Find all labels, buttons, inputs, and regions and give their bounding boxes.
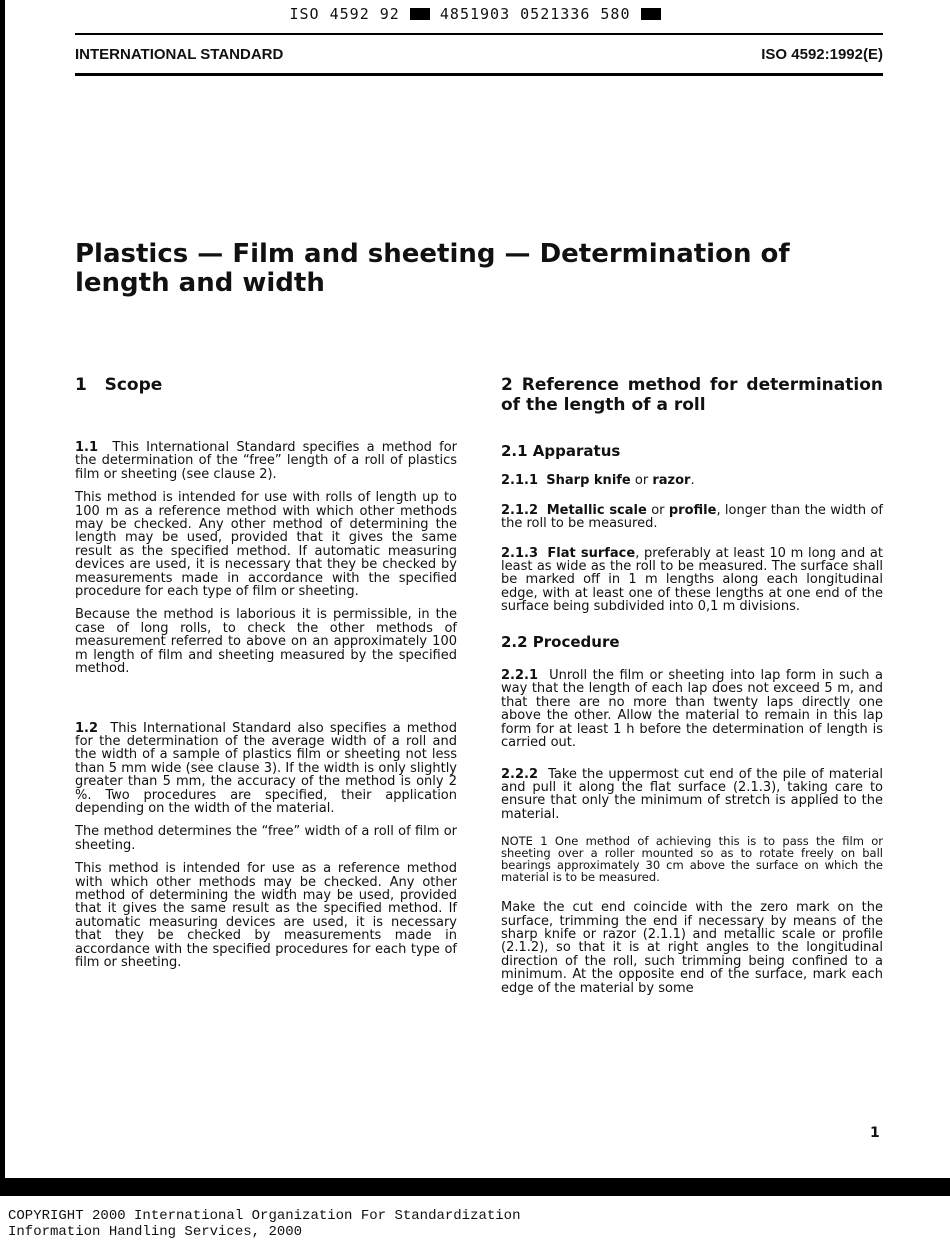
header-rule-top: [75, 33, 883, 35]
term: razor: [652, 473, 691, 489]
item-text: , preferably at least 10 m long and at least as wide as the roll to be measured. The surface shall be marked off in 1 m lengths along each longitudinal edge, with at least one of these lengths at one end of the surface being subdivided into 0,1 m divisions.: [501, 545, 883, 615]
top-code-left: ISO 4592 92: [289, 5, 400, 23]
para-2-2-2b: Make the cut end coincide with the zero mark on the surface, trimming the end if necessary by means of the sharp knife or razor (2.1.1) and metallic scale or profile (2.1.2), so that it is at right angles to the longitudinal direction of the roll, such trimming being confined to a minimum. At the opposite end of the surface, mark each edge of the material by some: [501, 900, 883, 996]
scope-number: 1: [75, 375, 87, 395]
scan-edge-left: [0, 0, 5, 1196]
para-1-1b: This method is intended for use with rolls of length up to 100 m as a reference method with which other methods may be checked. Any other method of determining the length may be used, provided that it gives the same result as the specified method. If automatic measuring devices are used, it is necessary that they be checked by measurements made in accordance with the specified procedure for each type of film or sheeting.: [75, 490, 457, 600]
item-2-1-1: [501, 474, 883, 487]
title-line-1: Plastics — Film and sheeting — Determination of: [75, 239, 790, 269]
left-column: [75, 375, 457, 979]
term: Flat surface: [547, 545, 636, 561]
para-text: This International Standard specifies a method for the determination of the “free” length of a roll of plastics film or sheeting (see clause 2).: [75, 440, 457, 482]
clause-number: 1.2: [75, 720, 99, 736]
right-column: [501, 375, 883, 1005]
para-2-2-2: [501, 768, 883, 822]
header: [75, 46, 883, 63]
punct: .: [690, 473, 695, 489]
clause-number: 2.2.1: [501, 668, 539, 684]
bar-block: [641, 8, 661, 20]
procedure-heading: 2.2 Procedure: [501, 632, 620, 651]
clause-number: 2.1.1: [501, 473, 539, 489]
top-code-right: 4851903 0521336 580: [439, 5, 631, 23]
scope-title: Scope: [104, 375, 163, 395]
term: Sharp knife: [546, 473, 631, 489]
conjunction: or: [651, 502, 665, 518]
page-number: 1: [870, 1125, 880, 1141]
header-left: INTERNATIONAL STANDARD: [75, 46, 284, 63]
page-title: [75, 240, 835, 298]
item-2-1-2: [501, 504, 883, 531]
para-text: Take the uppermost cut end of the pile of material and pull it along the flat surface (2.1.3), taking care to ensure that only the minimum of stretch is applied to the material.: [501, 766, 884, 822]
item-2-1-3: [501, 547, 883, 614]
para-1-2b: The method determines the “free” width of a roll of film or sheeting.: [75, 824, 457, 853]
para-1-2c: This method is intended for use as a reference method with which other methods may be checked. Any other method of determining the width may be used, provided that it gives the same result as the specified method. If automatic measuring devices are used, it is necessary that they be checked by measurements made in accordance with the specified procedures for each type of film or sheeting.: [75, 861, 457, 970]
scope-heading: [75, 375, 457, 395]
para-1-2: [75, 722, 457, 816]
clause-number: 2.2.2: [501, 766, 539, 782]
copyright-footer: [8, 1208, 520, 1240]
para-1-1c: Because the method is laborious it is permissible, in the case of long rolls, to check the other methods of measurement referred to above on an approximately 100 m length of film and sheeting measured by the specified method.: [75, 607, 457, 677]
para-text: Unroll the film or sheeting into lap form in such a way that the length of each lap does not exceed 5 m, and that there are no more than twenty laps directly one above the other. Allow the material to remain in this lap form for at least 1 h before the determination of length is carried out.: [501, 668, 883, 751]
scan-edge-bottom: [0, 1178, 950, 1196]
clause-number: 1.1: [75, 440, 99, 455]
copyright-line-1: COPYRIGHT 2000 International Organization For Standardization: [8, 1208, 521, 1224]
note-1: NOTE 1 One method of achieving this is to pass the film or sheeting over a roller mounted so as to rotate freely on ball bearings approximately 30 cm above the surface on which the material is to be measured.: [501, 834, 883, 885]
para-2-2-1: [501, 669, 883, 749]
conjunction: or: [634, 473, 649, 489]
clause-number: 2.1.2: [501, 502, 539, 518]
copyright-line-2: Information Handling Services, 2000: [8, 1224, 303, 1240]
term: profile: [668, 502, 717, 518]
clause-number: 2.1.3: [501, 545, 539, 561]
term: Metallic scale: [546, 502, 647, 518]
para-text: This International Standard also specifies a method for the determination of the average width of a roll and the width of a sample of plastics film or sheeting not less than 5 mm wide (see clause 3). If the width is only slightly greater than 5 mm, the accuracy of the method is only 2 %. Two procedures are specified, their application depending on the width of the material.: [75, 720, 458, 816]
top-code: [0, 5, 950, 23]
header-right: ISO 4592:1992(E): [761, 46, 883, 63]
para-1-1: [75, 441, 457, 481]
header-rule-bottom: [75, 73, 883, 76]
apparatus-heading: 2.1 Apparatus: [501, 442, 621, 460]
item-text: , longer than the width of the roll to be measured.: [501, 502, 884, 532]
bar-block: [410, 8, 430, 20]
section-2-heading: 2 Reference method for determination of the length of a roll: [501, 375, 883, 415]
title-line-2: length and width: [75, 268, 325, 298]
